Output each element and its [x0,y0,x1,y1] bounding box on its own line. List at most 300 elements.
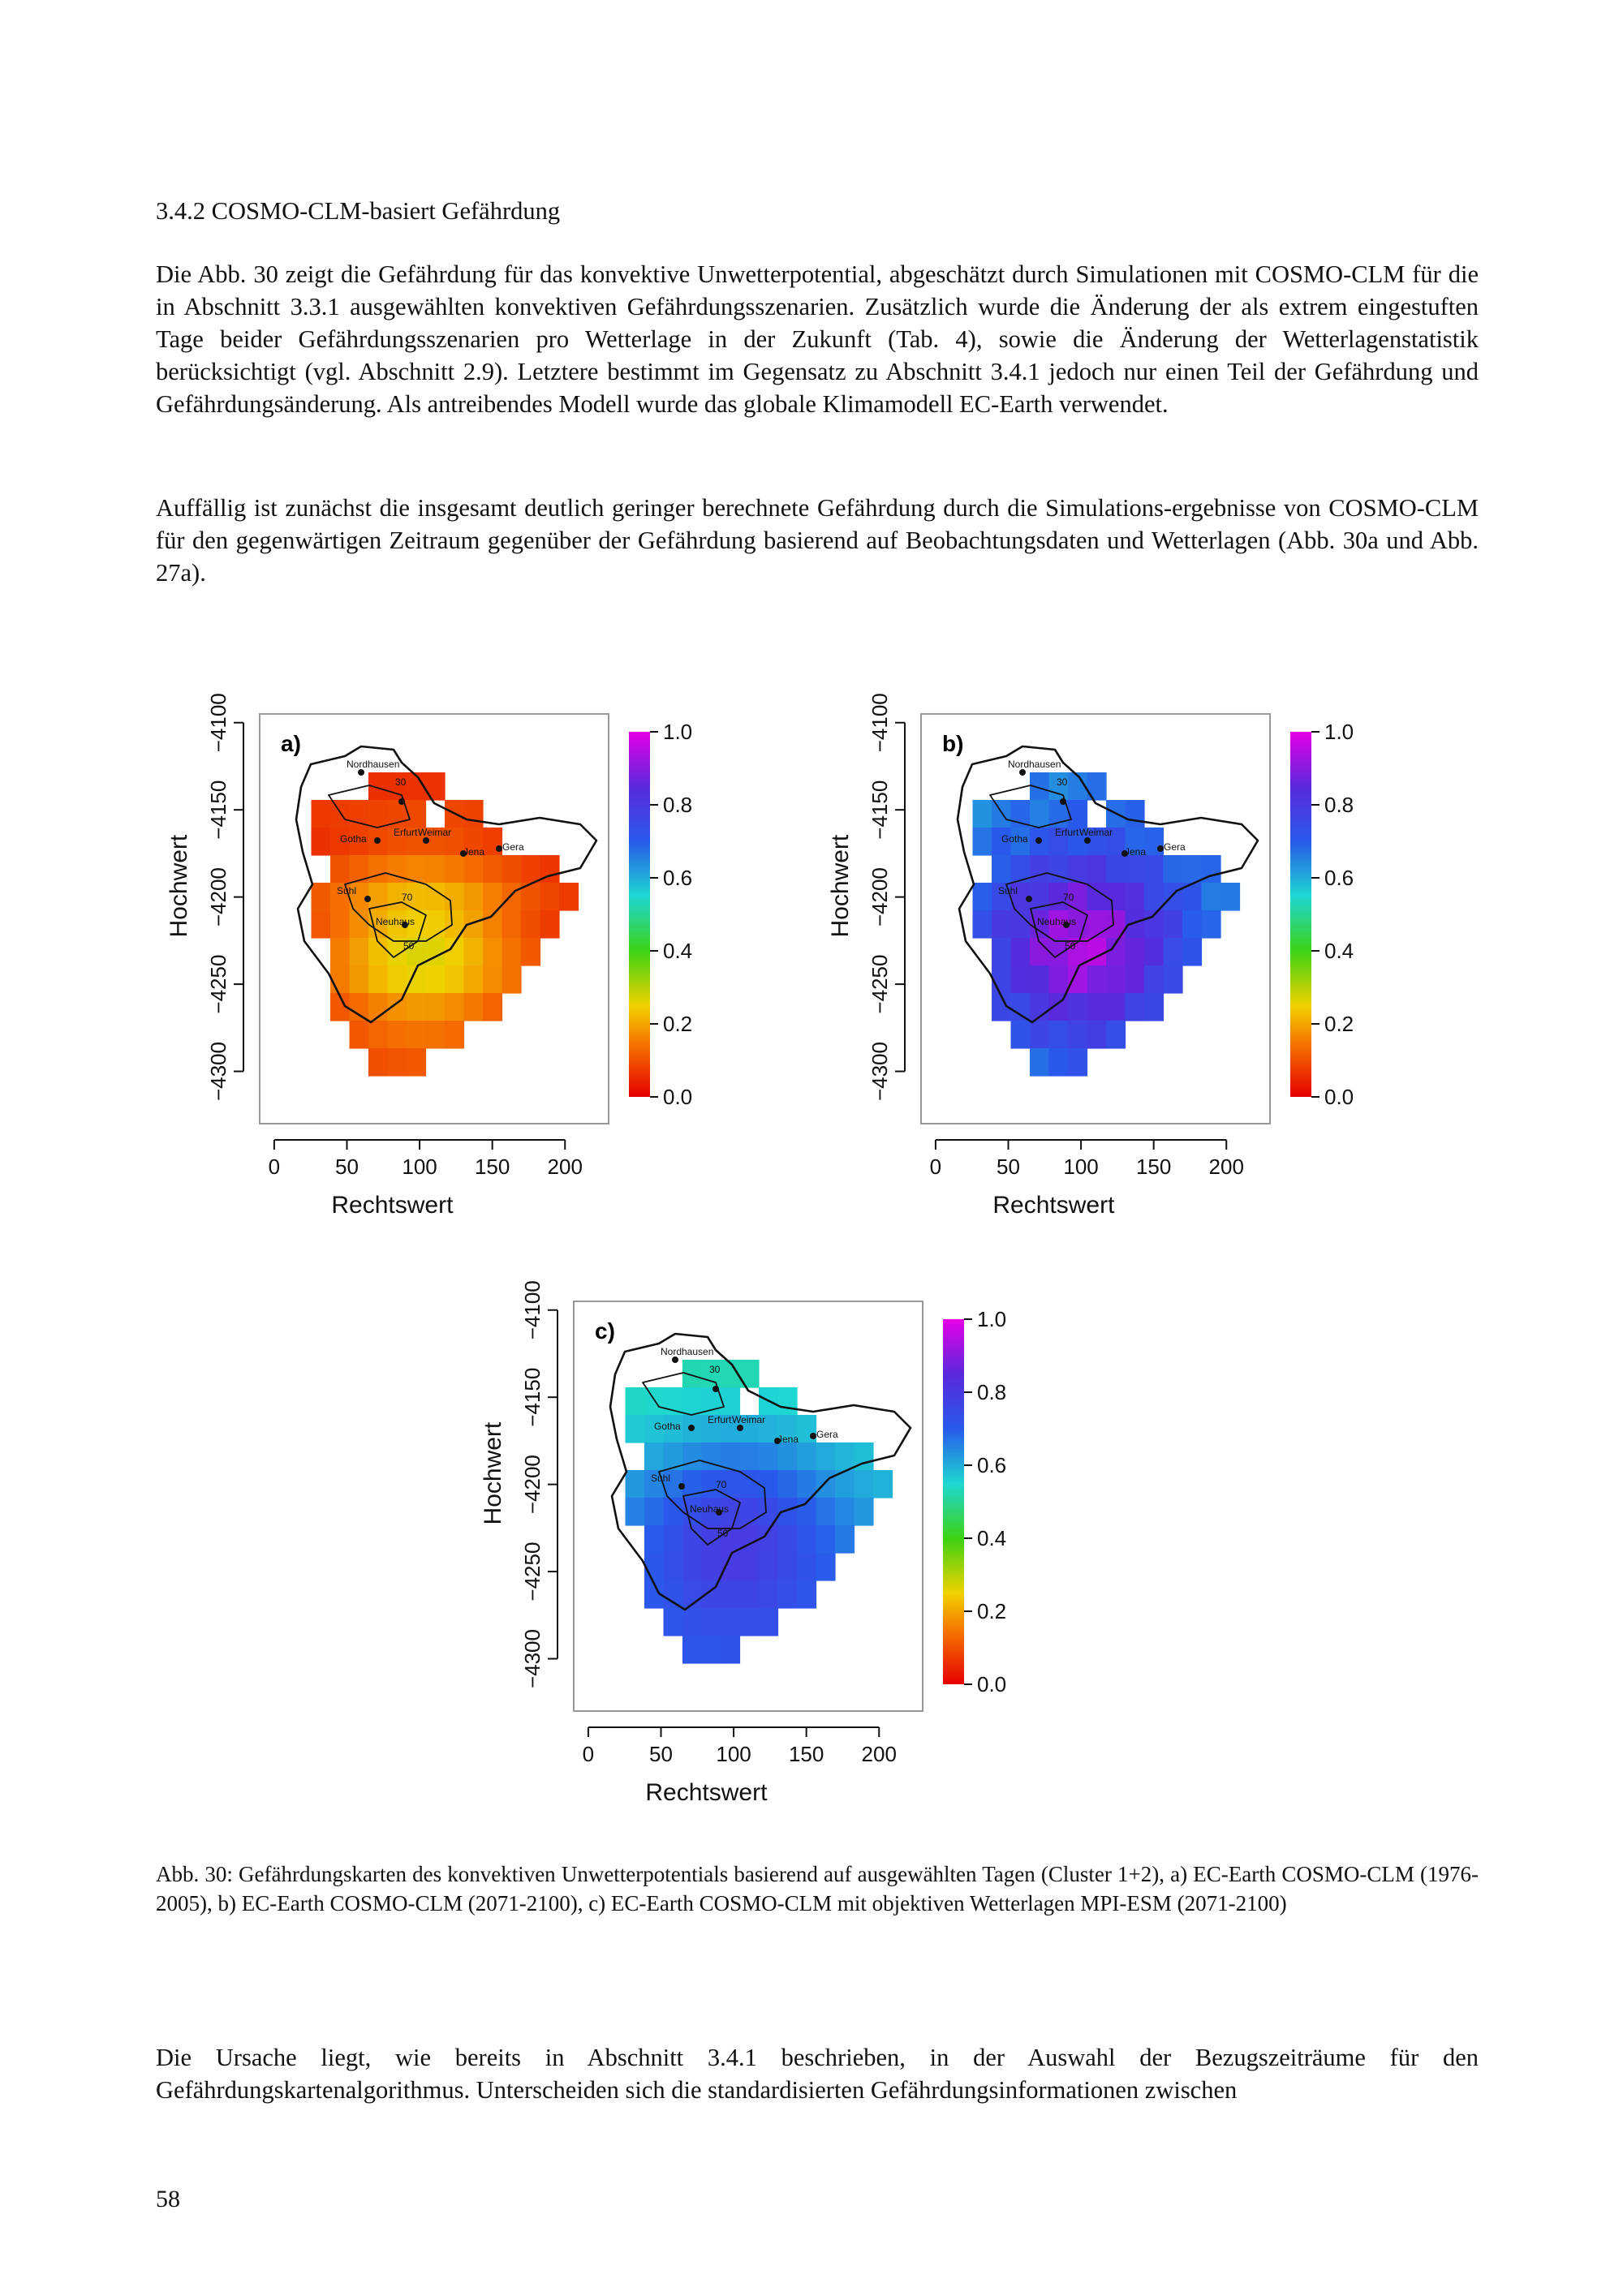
heatmap-cell [1164,965,1183,994]
heatmap-cell [759,1553,778,1581]
y-tick-label: −4100 [867,693,892,753]
y-tick-label: −4300 [206,1042,230,1102]
heatmap-cell [388,965,407,994]
heatmap-cell [521,855,540,884]
heatmap-cell [1126,965,1145,994]
map-label: 70 [402,892,413,903]
heatmap-cell [368,1021,388,1049]
x-tick-label: 100 [1063,1154,1099,1179]
heatmap-cell [1049,855,1069,884]
map-label: Erfurt [1055,827,1079,838]
heatmap-cell [464,938,484,966]
map-label: Neuhaus [376,916,415,927]
heatmap-cell [797,1553,816,1581]
x-tick-label: 200 [547,1154,583,1179]
map-label: Jena [1125,846,1147,858]
heatmap-cell [426,993,446,1021]
y-tick-label: −4150 [867,780,892,840]
city-marker [810,1433,816,1439]
heatmap-cell [740,1470,760,1498]
map-label: 70 [1063,892,1074,903]
map-label: 30 [395,776,407,788]
y-tick-label: −4150 [206,780,230,840]
map-label: Gotha [1001,833,1028,845]
heatmap-cell [540,883,560,911]
x-tick-label: 0 [929,1154,942,1179]
heatmap-cell [350,965,369,994]
heatmap-cell [855,1498,874,1526]
figure-panel-b [820,681,1469,1233]
city-marker [374,837,381,844]
panel-label: c) [595,1318,615,1344]
section-heading: 3.4.2 COSMO-CLM-basiert Gefährdung [156,197,561,225]
y-tick-label: −4150 [520,1367,545,1427]
map-chart-c [472,1269,1121,1821]
heatmap-cell [407,1048,426,1077]
heatmap-cell [835,1498,855,1526]
heatmap-cell [702,1608,721,1636]
heatmap-cell [426,1021,446,1049]
heatmap-cell [644,1553,664,1581]
y-axis-title: Hochwert [480,1421,506,1525]
heatmap-cell [330,938,350,966]
heatmap-cell [682,1443,702,1471]
city-marker [737,1425,743,1431]
heatmap-cell [721,1608,740,1636]
y-tick-label: −4300 [520,1629,545,1689]
heatmap-cell [1144,993,1164,1021]
heatmap-cell [464,993,484,1021]
map-label: 30 [1057,776,1068,788]
map-chart-b [820,681,1469,1233]
heatmap-cell [1106,855,1126,884]
map-label: Gera [1164,841,1186,853]
heatmap-cell [330,800,350,828]
heatmap-cell [407,1021,426,1049]
map-label: Neuhaus [1037,916,1077,927]
heatmap-cell [426,910,446,939]
figure-panel-a [158,681,807,1233]
heatmap-cell [759,1470,778,1498]
map-label: Weimar [1079,827,1113,838]
heatmap-cell [702,1443,721,1471]
x-tick-label: 100 [402,1154,437,1179]
heatmap-cell [740,1580,760,1609]
city-marker [688,1425,695,1431]
heatmap-cell [426,938,446,966]
heatmap-cell [368,965,388,994]
city-marker [364,896,371,902]
city-marker [678,1483,685,1490]
heatmap-cell [483,855,502,884]
paragraph-3: Die Ursache liegt, wie bereits in Abschnitt 3.4.1 beschrieben, in der Auswahl der Bezugszeiträume für den Gefährdungskartenalgorithmus. Unterscheiden sich die standardisierten Gefährdungsinformationen zwischen [156,2044,1479,2104]
heatmap-cell [778,1387,798,1416]
map-label: 50 [717,1528,729,1539]
heatmap-cell [721,1580,740,1609]
heatmap-cell [626,1498,645,1526]
map-label: Gera [816,1429,838,1440]
heatmap-cell [312,800,331,828]
paragraph-2: Auffällig ist zunächst die insgesamt deutlich geringer berechnete Gefährdung durch die Simulations-ergebnisse von COSMO-CLM für den gegenwärtigen Zeitraum gegenüber der Gefährdung basierend auf Beobachtungsdaten und Wetterlagen (Abb. 30a und Abb. 27a). [156,494,1479,587]
heatmap-cell [1182,910,1202,939]
x-tick-label: 150 [788,1742,824,1766]
map-label: 50 [403,940,415,952]
heatmap-cell [1164,938,1183,966]
colorbar [943,1319,964,1684]
heatmap-cell [1087,855,1107,884]
x-tick-label: 150 [1135,1154,1172,1179]
heatmap-cell [388,1021,407,1049]
city-marker [398,798,405,805]
heatmap-cell [664,1580,683,1609]
heatmap-cell [816,1553,836,1581]
colorbar [1290,732,1311,1097]
heatmap-cell [992,800,1011,828]
colorbar-label: 0.0 [977,1672,1007,1696]
map-label: 50 [1065,940,1076,952]
colorbar-label: 0.6 [977,1453,1007,1477]
heatmap-cell [1087,938,1107,966]
heatmap-cell [759,1443,778,1471]
heatmap-cell [1030,965,1049,994]
heatmap-cell [664,1525,683,1554]
heatmap-cell [1164,883,1183,911]
colorbar-label: 0.0 [1324,1085,1354,1109]
heatmap-cell [445,1021,464,1049]
heatmap-cell [682,1608,702,1636]
heatmap-cell [1144,965,1164,994]
colorbar-label: 0.2 [1324,1012,1354,1036]
heatmap-cell [464,855,484,884]
heatmap-cell [759,1608,778,1636]
heatmap-cell [1030,1021,1049,1049]
colorbar-label: 0.2 [977,1599,1007,1623]
heatmap-cell [502,910,522,939]
x-tick-label: 0 [268,1154,281,1179]
heatmap-cell [350,938,369,966]
heatmap-cell [1220,883,1240,911]
colorbar-label: 0.4 [1324,939,1354,963]
heatmap-cell [1011,938,1031,966]
heatmap-cell [1049,1048,1069,1077]
paragraph-1: Die Abb. 30 zeigt die Gefährdung für das konvektive Unwetterpotential, abgeschätzt durch Simulationen mit COSMO-CLM für die in Abschnitt 3.3.1 ausgewählten konvektiven Gefährdungsszenarien. Zusätzlich wurde die Änderung der als extrem eingestuften Tage beider Gefährdungsszenarien pro Wetterlage in der Zukunft (Tab. 4), sowie die Änderung der Wetterlagenstatistik berücksichtigt (vgl. Abschnitt 2.9). Letztere bestimmt im Gegensatz zu Abschnitt 3.4.1 jedoch nur einen Teil der Gefährdung und Gefährdungsänderung. Als antreibendes Modell wurde das globale Klimamodell EC-Earth verwendet. [156,260,1479,418]
y-axis-title: Hochwert [166,834,192,938]
city-marker [1157,845,1164,852]
heatmap-cell [1106,965,1126,994]
heatmap-cell [483,965,502,994]
city-marker [358,769,364,776]
heatmap-cell [350,1021,369,1049]
x-axis-title: Rechtswert [645,1779,768,1806]
heatmap-cell [797,1525,816,1554]
heatmap-cell [992,855,1011,884]
heatmap-cell [330,855,350,884]
heatmap-cell [664,1553,683,1581]
y-tick-label: −4300 [867,1042,892,1102]
colorbar-label: 1.0 [1324,720,1354,744]
map-label: Gotha [340,833,367,845]
y-tick-label: −4250 [867,954,892,1014]
heatmap-cell [502,938,522,966]
city-marker [1084,837,1091,844]
heatmap-cell [483,993,502,1021]
colorbar-label: 0.8 [1324,793,1354,817]
heatmap-cell [1011,1021,1031,1049]
heatmap-cell [312,910,331,939]
heatmap-cell [1087,993,1107,1021]
heatmap-cell [445,965,464,994]
heatmap-cell [778,1443,798,1471]
heatmap-cell [388,855,407,884]
heatmap-cell [445,993,464,1021]
heatmap-cell [973,828,992,856]
heatmap-cell [973,883,992,911]
map-label: Neuhaus [690,1503,730,1515]
heatmap-cell [312,883,331,911]
y-tick-label: −4100 [520,1280,545,1340]
heatmap-cell [1106,883,1126,911]
map-label: Nordhausen [1008,759,1061,770]
heatmap-cell [778,1553,798,1581]
heatmap-cell [992,910,1011,939]
panel-label: a) [281,731,301,756]
heatmap-cell [1011,993,1031,1021]
map-label: Suhl [337,885,357,896]
heatmap-cell [1126,883,1145,911]
heatmap-cell [1030,1048,1049,1077]
heatmap-cell [1087,910,1107,939]
heatmap-cell [816,1525,836,1554]
map-label: Weimar [418,827,452,838]
heatmap-cell [721,1636,740,1664]
heatmap-cell [1068,993,1087,1021]
colorbar-label: 0.6 [1324,866,1354,890]
heatmap-cell [1126,800,1145,828]
heatmap-cell [816,1470,836,1498]
colorbar [629,732,650,1097]
heatmap-cell [1202,910,1221,939]
heatmap-cell [1182,938,1202,966]
heatmap-cell [740,1553,760,1581]
heatmap-cell [1087,1021,1107,1049]
colorbar-label: 0.6 [663,866,693,890]
city-marker [1026,896,1032,902]
heatmap-cell [1126,938,1145,966]
heatmap-cell [521,938,540,966]
x-tick-label: 0 [582,1742,595,1766]
heatmap-cell [426,855,446,884]
heatmap-cell [330,965,350,994]
x-tick-label: 200 [861,1742,897,1766]
heatmap-cell [759,1580,778,1609]
map-label: Gera [502,841,524,853]
city-marker [423,837,429,844]
colorbar-label: 0.2 [663,1012,693,1036]
colorbar-label: 0.8 [663,793,693,817]
map-label: Gotha [654,1421,681,1432]
y-tick-label: −4200 [520,1455,545,1515]
heatmap-cell [702,1553,721,1581]
heatmap-cell [483,938,502,966]
heatmap-cell [778,1580,798,1609]
heatmap-cell [992,965,1011,994]
heatmap-cell [407,993,426,1021]
heatmap-cell [644,1387,664,1416]
map-label: Jena [777,1434,799,1445]
y-tick-label: −4100 [206,693,230,753]
heatmap-cell [1087,883,1107,911]
map-label: Erfurt [394,827,418,838]
x-tick-label: 50 [335,1154,359,1179]
heatmap-cell [873,1470,893,1498]
heatmap-cell [664,1387,683,1416]
heatmap-cell [368,1048,388,1077]
map-label: 30 [709,1364,721,1375]
heatmap-cell [626,1470,645,1498]
heatmap-cell [426,965,446,994]
heatmap-cell [368,855,388,884]
heatmap-cell [740,1608,760,1636]
colorbar-label: 0.4 [977,1526,1007,1550]
panel-label: b) [942,731,964,756]
x-axis-title: Rechtswert [331,1192,454,1219]
y-tick-label: −4200 [867,867,892,927]
heatmap-cell [388,1048,407,1077]
heatmap-cell [855,1470,874,1498]
heatmap-cell [1144,938,1164,966]
heatmap-cell [350,993,369,1021]
heatmap-cell [407,800,426,828]
heatmap-cell [330,910,350,939]
heatmap-cell [973,800,992,828]
heatmap-cell [368,800,388,828]
heatmap-cell [1049,1021,1069,1049]
y-tick-label: −4250 [520,1541,545,1602]
colorbar-label: 0.4 [663,939,693,963]
heatmap-cell [464,965,484,994]
heatmap-cell [664,1608,683,1636]
heatmap-cell [644,1525,664,1554]
city-marker [496,845,502,852]
x-tick-label: 100 [716,1742,751,1766]
y-tick-label: −4200 [206,867,230,927]
heatmap-cell [1068,1021,1087,1049]
heatmap-cell [502,965,522,994]
heatmap-cell [1182,855,1202,884]
heatmap-cell [1011,965,1031,994]
page-number: 58 [156,2186,180,2212]
heatmap-cell [1106,1021,1126,1049]
heatmap-cell [1011,800,1031,828]
heatmap-cell [797,1443,816,1471]
heatmap-cell [702,1636,721,1664]
heatmap-cell [778,1470,798,1498]
heatmap-cell [426,883,446,911]
map-label: Nordhausen [661,1346,714,1357]
heatmap-cell [521,910,540,939]
colorbar-label: 1.0 [977,1307,1007,1331]
figure-panel-c [472,1269,1121,1821]
figure-caption: Abb. 30: Gefährdungskarten des konvektiven Unwetterpotentials basierend auf ausgewählten Tagen (Cluster 1+2), a) EC-Earth COSMO-CLM (1976-2005), b) EC-Earth COSMO-CLM (2071-2100), c) EC-Earth COSMO-CLM mit objektiven Wetterlagen MPI-ESM (2071-2100) [156,1862,1479,1915]
heatmap-cell [740,1443,760,1471]
map-label: Erfurt [708,1414,732,1425]
heatmap-cell [740,1498,760,1526]
city-marker [672,1357,678,1363]
heatmap-cell [445,883,464,911]
heatmap-cell [1049,965,1069,994]
city-marker [1060,798,1066,805]
heatmap-cell [1030,800,1049,828]
y-tick-label: −4250 [206,954,230,1014]
map-label: Suhl [651,1473,671,1484]
heatmap-cell [502,855,522,884]
heatmap-cell [835,1443,855,1471]
x-tick-label: 50 [997,1154,1020,1179]
heatmap-cell [1068,1048,1087,1077]
map-label: Jena [463,846,485,858]
heatmap-cell [835,1525,855,1554]
x-tick-label: 200 [1208,1154,1244,1179]
heatmap-cell [1164,855,1183,884]
heatmap-cell [1068,800,1087,828]
heatmap-cell [682,1387,702,1416]
heatmap-cell [778,1525,798,1554]
heatmap-cell [973,910,992,939]
city-marker [1019,769,1026,776]
map-label: Weimar [732,1414,766,1425]
x-tick-label: 50 [649,1742,673,1766]
heatmap-cell [644,1498,664,1526]
heatmap-cell [559,883,579,911]
x-tick-label: 150 [474,1154,510,1179]
heatmap-cell [1087,965,1107,994]
y-axis-title: Hochwert [827,834,854,938]
heatmap-cell [464,800,484,828]
map-label: Suhl [998,885,1018,896]
heatmap-cell [816,1443,836,1471]
city-marker [712,1386,719,1392]
heatmap-cell [992,938,1011,966]
heatmap-cell [682,1636,702,1664]
heatmap-cell [740,1525,760,1554]
colorbar-label: 0.0 [663,1085,693,1109]
colorbar-label: 1.0 [663,720,693,744]
heatmap-cell [1106,993,1126,1021]
heatmap-cell [682,1553,702,1581]
map-label: 70 [716,1479,727,1490]
heatmap-cell [464,883,484,911]
heatmap-cell [721,1387,740,1416]
map-chart-a [158,681,807,1233]
x-axis-title: Rechtswert [992,1192,1115,1219]
heatmap-cell [797,1580,816,1609]
heatmap-cell [626,1387,645,1416]
heatmap-cell [445,855,464,884]
heatmap-cell [350,800,369,828]
city-marker [1035,837,1042,844]
heatmap-cell [312,828,331,856]
heatmap-cell [502,883,522,911]
map-label: Nordhausen [347,759,400,770]
heatmap-cell [626,1415,645,1443]
heatmap-cell [816,1498,836,1526]
heatmap-cell [644,1443,664,1471]
heatmap-cell [1202,883,1221,911]
heatmap-cell [1126,855,1145,884]
heatmap-cell [540,910,560,939]
heatmap-cell [1164,910,1183,939]
heatmap-cell [1030,855,1049,884]
